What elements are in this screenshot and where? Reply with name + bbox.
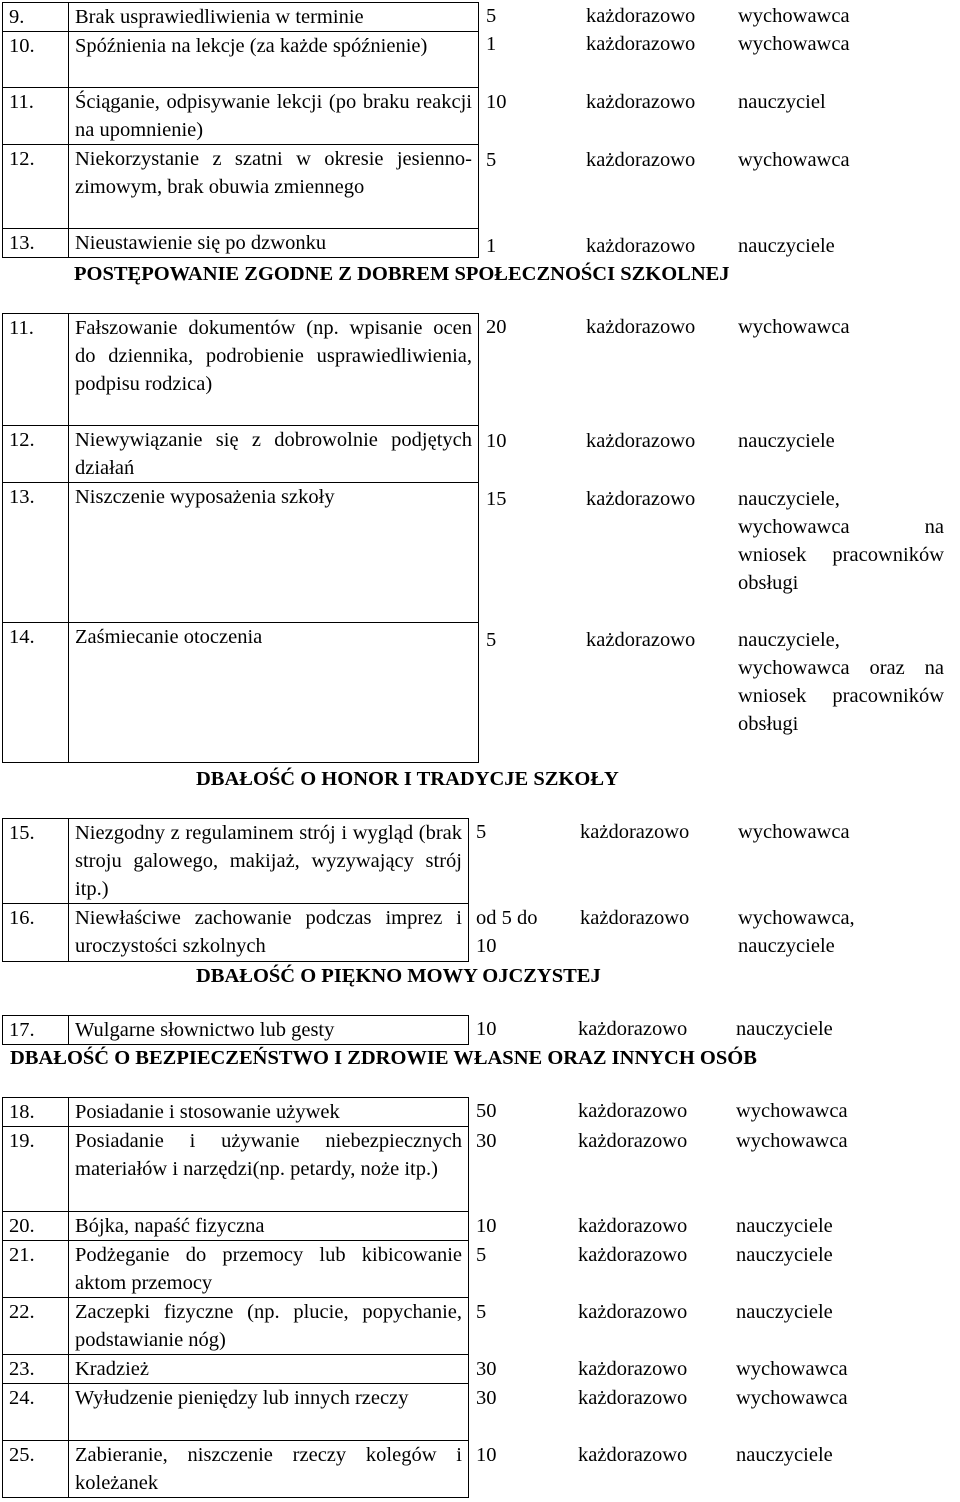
table-row bbox=[3, 904, 469, 962]
row-description: Posiadanie i używanie niebezpiecznych materiałów i narzędzi(np. petardy, noże itp.) bbox=[69, 1127, 469, 1212]
row-frequency: każdorazowo bbox=[586, 91, 696, 113]
row-number: 14. bbox=[3, 623, 69, 763]
row-frequency: każdorazowo bbox=[578, 1301, 688, 1323]
table-row bbox=[3, 88, 479, 145]
row-description: Niewywiązanie się z dobrowolnie podjętych działań bbox=[69, 426, 479, 483]
rules-table-5 bbox=[2, 1097, 469, 1498]
row-frequency: każdorazowo bbox=[578, 1444, 688, 1466]
row-description: Posiadanie i stosowanie używek bbox=[69, 1098, 469, 1127]
row-points: 50 bbox=[476, 1100, 497, 1122]
rules-table-4 bbox=[2, 1015, 469, 1045]
row-frequency: każdorazowo bbox=[578, 1358, 688, 1380]
row-number: 22. bbox=[3, 1298, 69, 1355]
table-row bbox=[3, 1355, 469, 1384]
row-description: Spóźnienia na lekcje (za każde spóźnienie) bbox=[69, 32, 479, 88]
row-number: 23. bbox=[3, 1355, 69, 1384]
row-frequency: każdorazowo bbox=[578, 1100, 688, 1122]
row-responsible: nauczyciele bbox=[736, 1244, 833, 1266]
row-number: 24. bbox=[3, 1384, 69, 1441]
row-points: 10 bbox=[476, 1018, 497, 1040]
row-number: 12. bbox=[3, 426, 69, 483]
row-frequency: każdorazowo bbox=[580, 821, 690, 843]
row-frequency: każdorazowo bbox=[586, 5, 696, 27]
row-description: Podżeganie do przemocy lub kibicowanie aktom przemocy bbox=[69, 1241, 469, 1298]
table-row bbox=[3, 1212, 469, 1241]
row-responsible: wychowawca bbox=[736, 1100, 848, 1122]
row-number: 9. bbox=[3, 3, 69, 32]
section-heading: DBAŁOŚĆ O HONOR I TRADYCJE SZKOŁY bbox=[196, 768, 619, 790]
row-responsible: nauczyciele bbox=[736, 1301, 833, 1323]
row-points: 20 bbox=[486, 316, 507, 338]
table-row bbox=[3, 1298, 469, 1355]
row-responsible: nauczyciele bbox=[736, 1018, 833, 1040]
row-number: 17. bbox=[3, 1016, 69, 1045]
row-frequency: każdorazowo bbox=[586, 316, 696, 338]
row-responsible: nauczyciele bbox=[738, 235, 835, 257]
row-frequency: każdorazowo bbox=[578, 1387, 688, 1409]
section-heading: DBAŁOŚĆ O BEZPIECZEŃSTWO I ZDROWIE WŁASNE ORAZ INNYCH OSÓB bbox=[10, 1047, 757, 1069]
row-description: Niszczenie wyposażenia szkoły bbox=[69, 483, 479, 623]
row-description: Niezgodny z regulaminem strój i wygląd (brak stroju galowego, makijaż, wyzywający strój itp.) bbox=[69, 819, 469, 904]
row-points: 10 bbox=[476, 1215, 497, 1237]
row-number: 20. bbox=[3, 1212, 69, 1241]
rules-table-3 bbox=[2, 818, 469, 962]
row-responsible: nauczyciele bbox=[736, 1444, 833, 1466]
row-points: 5 bbox=[486, 149, 497, 171]
row-description: Wulgarne słownictwo lub gesty bbox=[69, 1016, 469, 1045]
row-number: 11. bbox=[3, 88, 69, 145]
row-points: 10 bbox=[486, 430, 507, 452]
rules-table-1 bbox=[2, 2, 479, 258]
row-points: 1 bbox=[486, 33, 497, 55]
row-frequency: każdorazowo bbox=[586, 235, 696, 257]
row-number: 11. bbox=[3, 314, 69, 426]
row-points: 5 bbox=[476, 1244, 487, 1266]
table-row bbox=[3, 145, 479, 229]
row-number: 15. bbox=[3, 819, 69, 904]
section-heading: DBAŁOŚĆ O PIĘKNO MOWY OJCZYSTEJ bbox=[196, 965, 601, 987]
row-points: 15 bbox=[486, 488, 507, 510]
row-description: Ściąganie, odpisywanie lekcji (po braku reakcji na upomnienie) bbox=[69, 88, 479, 145]
row-description: Zabieranie, niszczenie rzeczy kolegów i koleżanek bbox=[69, 1441, 469, 1498]
table-row bbox=[3, 1127, 469, 1212]
table-row bbox=[3, 483, 479, 623]
row-points: 30 bbox=[476, 1387, 497, 1409]
row-responsible: wychowawca, nauczyciele bbox=[738, 907, 855, 957]
row-description: Brak usprawiedliwienia w terminie bbox=[69, 3, 479, 32]
row-frequency: każdorazowo bbox=[578, 1130, 688, 1152]
row-description: Bójka, napaść fizyczna bbox=[69, 1212, 469, 1241]
table-row bbox=[3, 1384, 469, 1441]
row-points: 5 bbox=[486, 5, 497, 27]
row-number: 18. bbox=[3, 1098, 69, 1127]
row-frequency: każdorazowo bbox=[578, 1018, 688, 1040]
row-points: 30 bbox=[476, 1358, 497, 1380]
row-description: Niekorzystanie z szatni w okresie jesienno-zimowym, brak obuwia zmiennego bbox=[69, 145, 479, 229]
row-responsible: wychowawca bbox=[738, 149, 850, 171]
row-responsible: nauczyciele, wychowawca oraz na wniosek pracowników obsługi bbox=[738, 629, 944, 735]
table-row bbox=[3, 3, 479, 32]
row-number: 10. bbox=[3, 32, 69, 88]
table-row bbox=[3, 314, 479, 426]
table-row bbox=[3, 819, 469, 904]
section-heading: POSTĘPOWANIE ZGODNE Z DOBREM SPOŁECZNOŚCI SZKOLNEJ bbox=[74, 263, 730, 285]
row-responsible: nauczyciele bbox=[736, 1215, 833, 1237]
row-responsible: wychowawca bbox=[736, 1387, 848, 1409]
row-points: 30 bbox=[476, 1130, 497, 1152]
row-description: Fałszowanie dokumentów (np. wpisanie ocen do dziennika, podrobienie usprawiedliwienia, podpisu rodzica) bbox=[69, 314, 479, 426]
table-row bbox=[3, 1016, 469, 1045]
row-points: 10 bbox=[486, 91, 507, 113]
row-frequency: każdorazowo bbox=[578, 1244, 688, 1266]
row-frequency: każdorazowo bbox=[586, 488, 696, 510]
row-points: 5 bbox=[486, 629, 497, 651]
row-points: od 5 do 10 bbox=[476, 907, 538, 957]
row-number: 21. bbox=[3, 1241, 69, 1298]
row-frequency: każdorazowo bbox=[586, 33, 696, 55]
row-frequency: każdorazowo bbox=[586, 149, 696, 171]
row-description: Kradzież bbox=[69, 1355, 469, 1384]
row-description: Wyłudzenie pieniędzy lub innych rzeczy bbox=[69, 1384, 469, 1441]
table-row bbox=[3, 1441, 469, 1498]
row-frequency: każdorazowo bbox=[586, 629, 696, 651]
row-number: 13. bbox=[3, 483, 69, 623]
table-row bbox=[3, 229, 479, 258]
row-responsible: wychowawca bbox=[738, 821, 850, 843]
row-responsible: wychowawca bbox=[738, 316, 850, 338]
table-row bbox=[3, 426, 479, 483]
rules-table-2 bbox=[2, 313, 479, 763]
table-row bbox=[3, 1098, 469, 1127]
row-number: 13. bbox=[3, 229, 69, 258]
row-points: 1 bbox=[486, 235, 497, 257]
row-description: Nieustawienie się po dzwonku bbox=[69, 229, 479, 258]
table-row bbox=[3, 623, 479, 763]
row-frequency: każdorazowo bbox=[580, 907, 690, 929]
row-responsible: nauczyciele, wychowawca na wniosek pracowników obsługi bbox=[738, 488, 944, 594]
row-description: Niewłaściwe zachowanie podczas imprez i uroczystości szkolnych bbox=[69, 904, 469, 962]
row-number: 12. bbox=[3, 145, 69, 229]
row-responsible: nauczyciel bbox=[738, 91, 826, 113]
table-row bbox=[3, 1241, 469, 1298]
row-frequency: każdorazowo bbox=[586, 430, 696, 452]
row-number: 16. bbox=[3, 904, 69, 962]
row-points: 5 bbox=[476, 1301, 487, 1323]
row-description: Zaczepki fizyczne (np. plucie, popychanie, podstawianie nóg) bbox=[69, 1298, 469, 1355]
row-number: 25. bbox=[3, 1441, 69, 1498]
row-responsible: wychowawca bbox=[738, 33, 850, 55]
row-responsible: nauczyciele bbox=[738, 430, 835, 452]
row-description: Zaśmiecanie otoczenia bbox=[69, 623, 479, 763]
row-responsible: wychowawca bbox=[736, 1130, 848, 1152]
row-frequency: każdorazowo bbox=[578, 1215, 688, 1237]
row-number: 19. bbox=[3, 1127, 69, 1212]
row-responsible: wychowawca bbox=[738, 5, 850, 27]
row-points: 5 bbox=[476, 821, 487, 843]
table-row bbox=[3, 32, 479, 88]
row-points: 10 bbox=[476, 1444, 497, 1466]
row-responsible: wychowawca bbox=[736, 1358, 848, 1380]
